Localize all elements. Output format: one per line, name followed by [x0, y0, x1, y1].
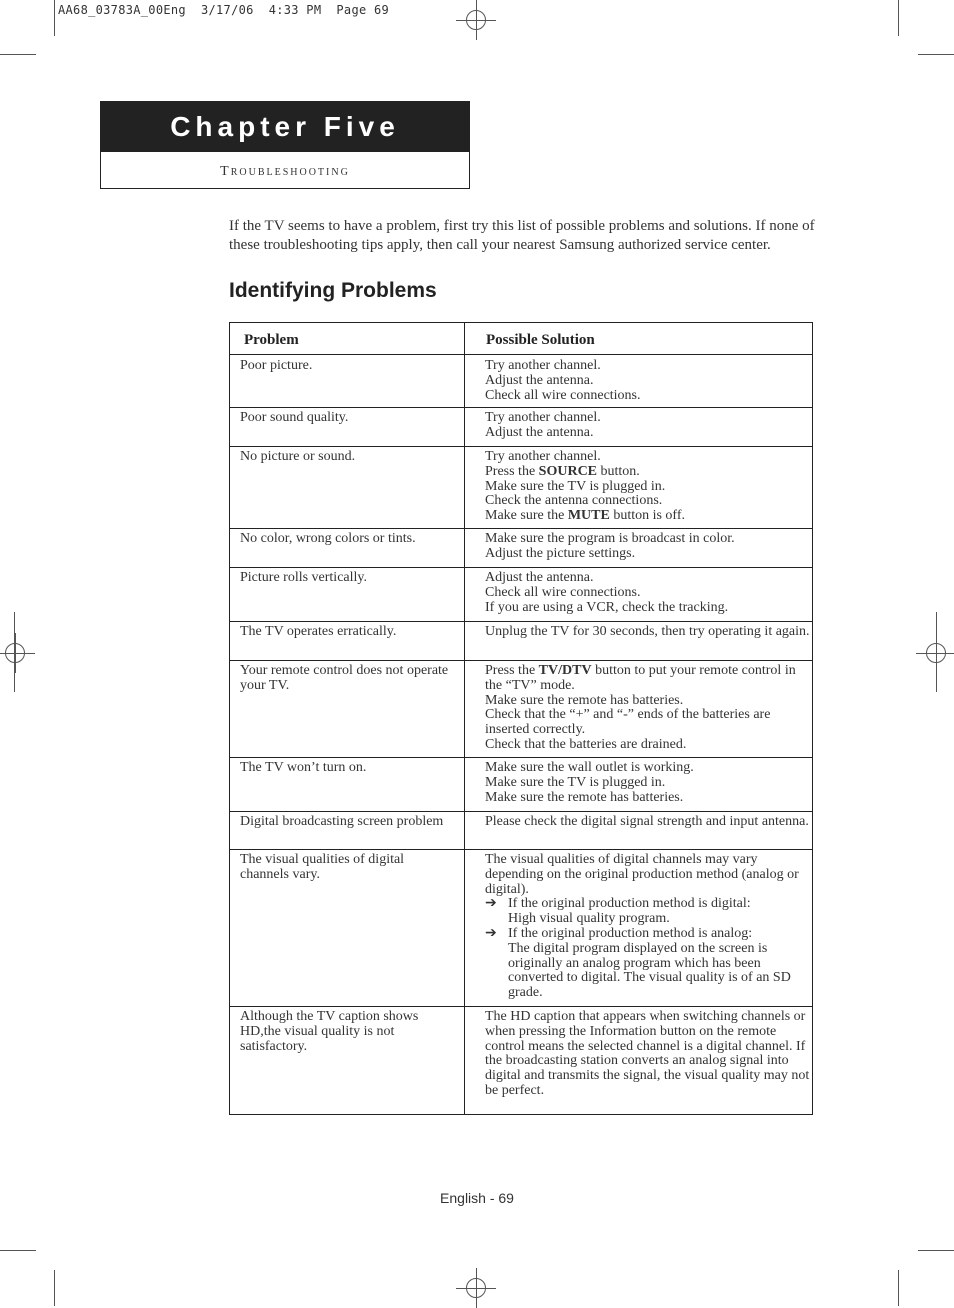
solution-line	[485, 465, 810, 480]
solution-line	[485, 791, 810, 806]
chapter-subtitle: Troubleshooting	[220, 163, 350, 179]
solution-text: Try another channel.	[485, 358, 601, 373]
solution-cell	[485, 359, 810, 403]
solution-text: Make sure the TV is plugged in.	[485, 774, 666, 790]
table-row	[230, 528, 812, 568]
solution-text: Make sure the remote has batteries.	[485, 789, 684, 805]
intro-paragraph: If the TV seems to have a problem, first try this list of possible problems and solutions. If none of these troubleshooting tips apply, then call your nearest Samsung authorized service center.	[229, 218, 815, 253]
column-divider	[464, 323, 465, 1114]
solution-text: Make sure the wall outlet is working.	[485, 760, 694, 775]
crop-mark	[918, 54, 954, 55]
crop-mark	[54, 0, 55, 36]
page-footer: English - 69	[440, 1190, 514, 1206]
solution-text: button is off.	[609, 508, 686, 524]
solution-line	[485, 426, 810, 441]
registration-mark	[916, 633, 954, 673]
table-row	[230, 407, 812, 447]
solution-cell	[485, 571, 810, 615]
registration-mark	[456, 1268, 496, 1308]
solution-cell	[485, 625, 810, 640]
crop-mark	[54, 1270, 55, 1306]
solution-cell	[485, 1010, 810, 1099]
button-name: TV/DTV	[538, 663, 592, 678]
solution-text: Adjust the antenna.	[485, 372, 594, 388]
solution-text: Adjust the antenna.	[485, 570, 594, 585]
solution-text: button.	[597, 463, 640, 479]
solution-line	[485, 776, 810, 791]
solution-text: If you are using a VCR, check the tracking.	[485, 599, 729, 615]
registration-mark	[456, 0, 496, 40]
problem-cell: The visual qualities of digital channels vary.	[240, 852, 405, 882]
problem-cell: Although the TV caption shows HD,the visual quality is not satisfactory.	[240, 1009, 419, 1054]
registration-mark	[0, 633, 35, 673]
solution-line	[485, 389, 810, 404]
solution-line	[485, 912, 810, 927]
solution-line	[485, 761, 810, 776]
solution-line	[485, 532, 810, 547]
solution-line	[485, 853, 810, 897]
solution-text: Make sure the remote has batteries.	[485, 692, 684, 708]
solution-text: Please check the digital signal strength and input antenna.	[485, 814, 809, 829]
solution-text: button to put your remote control in the “TV” mode.	[485, 663, 796, 693]
solution-line	[485, 897, 810, 912]
solution-text: The HD caption that appears when switching channels or when pressing the Information button on the remote control means the selected channel is a digital channel. If the broadcasting station converts an analog signal into digital and transmits the signal, the visual quality may not be perfect.	[485, 1009, 810, 1098]
solution-line	[485, 942, 810, 1001]
problem-cell: The TV won’t turn on.	[240, 760, 367, 775]
solution-line	[485, 411, 810, 426]
header-solution: Possible Solution	[486, 332, 595, 348]
solution-text: Adjust the picture settings.	[485, 545, 636, 561]
crop-mark	[0, 54, 36, 55]
solution-line	[485, 509, 810, 524]
solution-cell	[485, 411, 810, 441]
solution-text: The visual qualities of digital channels may vary depending on the original production method (analog or digital).	[485, 852, 799, 897]
button-name: MUTE	[567, 508, 610, 524]
chapter-header	[100, 101, 470, 189]
solution-line	[485, 708, 810, 738]
table-row	[230, 1006, 812, 1114]
table-row	[230, 757, 812, 812]
solution-cell	[485, 532, 810, 562]
problem-cell: Poor sound quality.	[240, 410, 349, 425]
table-row	[230, 849, 812, 1007]
solution-line	[485, 374, 810, 389]
solution-line	[485, 738, 810, 753]
solution-line	[485, 601, 810, 616]
solution-text: Press the	[485, 663, 539, 678]
solution-text: Check the antenna connections.	[485, 493, 663, 509]
solution-line	[485, 664, 810, 694]
button-name: SOURCE	[538, 463, 598, 479]
solution-line	[485, 625, 810, 640]
solution-text: Check all wire connections.	[485, 584, 641, 600]
solution-line	[485, 547, 810, 562]
problem-cell: The TV operates erratically.	[240, 624, 397, 639]
solution-text: Make sure the	[485, 508, 568, 524]
solution-line	[485, 571, 810, 586]
problem-cell: Your remote control does not operate your TV.	[240, 663, 449, 693]
solution-text: Try another channel.	[485, 410, 601, 425]
table-row	[230, 811, 812, 850]
arrow-icon: ➔	[485, 896, 497, 912]
solution-cell	[485, 815, 810, 830]
troubleshooting-table	[229, 322, 813, 1115]
solution-line	[485, 694, 810, 709]
solution-line	[485, 586, 810, 601]
problem-cell: Digital broadcasting screen problem	[240, 814, 444, 829]
solution-line	[485, 494, 810, 509]
solution-cell	[485, 664, 810, 753]
solution-line	[485, 359, 810, 374]
chapter-title: Chapter Five	[101, 102, 469, 152]
problem-cell: Picture rolls vertically.	[240, 570, 367, 585]
problem-cell: No color, wrong colors or tints.	[240, 531, 416, 546]
crop-mark	[898, 0, 899, 36]
table-row	[230, 355, 812, 408]
solution-text: The digital program displayed on the screen is originally an analog program which has been converted to digital. The visual quality is of an SD grade.	[508, 940, 791, 1001]
solution-text: If the original production method is analog:	[508, 925, 753, 941]
solution-text: If the original production method is digital:	[508, 896, 751, 912]
crop-mark	[918, 1250, 954, 1251]
problem-cell: Poor picture.	[240, 358, 313, 373]
solution-text: Check all wire connections.	[485, 387, 641, 403]
crop-mark	[898, 1270, 899, 1306]
solution-cell	[485, 853, 810, 1001]
solution-text: Make sure the TV is plugged in.	[485, 478, 666, 494]
solution-line	[485, 1010, 810, 1099]
solution-cell	[485, 761, 810, 805]
section-heading: Identifying Problems	[229, 279, 437, 302]
arrow-icon: ➔	[485, 925, 497, 941]
table-row	[230, 660, 812, 758]
solution-text: Press the	[485, 463, 539, 479]
solution-text: High visual quality program.	[508, 911, 670, 927]
table-header	[230, 323, 812, 355]
print-slug: AA68_03783A_00Eng 3/17/06 4:33 PM Page 69	[58, 3, 390, 17]
solution-text: Make sure the program is broadcast in color.	[485, 531, 735, 546]
solution-line	[485, 927, 810, 942]
solution-line	[485, 480, 810, 495]
header-problem: Problem	[244, 332, 299, 348]
problem-cell: No picture or sound.	[240, 449, 356, 464]
solution-text: Check that the “+” and “-” ends of the batteries are inserted correctly.	[485, 707, 771, 738]
table-row	[230, 567, 812, 622]
solution-cell	[485, 450, 810, 524]
solution-line	[485, 450, 810, 465]
solution-text: Unplug the TV for 30 seconds, then try operating it again.	[485, 624, 810, 639]
solution-text: Check that the batteries are drained.	[485, 736, 687, 752]
crop-mark	[0, 1250, 36, 1251]
table-row	[230, 621, 812, 661]
solution-text: Adjust the antenna.	[485, 424, 594, 440]
solution-text: Try another channel.	[485, 449, 601, 464]
table-row	[230, 446, 812, 529]
solution-line	[485, 815, 810, 830]
